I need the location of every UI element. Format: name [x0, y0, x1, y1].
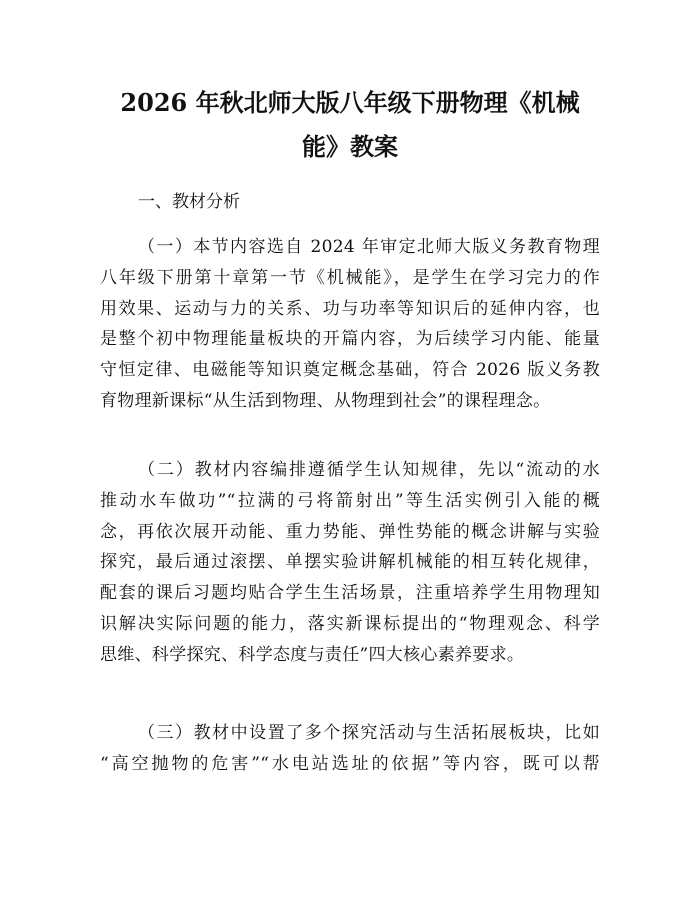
paragraph-line: 识解决实际问题的能力，落实新课标提出的“物理观念、科学 [100, 613, 600, 634]
paragraph-line: （二）教材内容编排遵循学生认知规律，先以“流动的水 [138, 460, 600, 480]
paragraph-2 [100, 455, 600, 671]
paragraph-3 [100, 718, 600, 780]
paragraph-line: 守恒定律、电磁能等知识奠定概念基础，符合 2026 版义务教 [100, 360, 600, 381]
document-title-line-2: 能》教案 [302, 132, 398, 161]
paragraph-line: 思维、科学探究、科学态度与责任”四大核心素养要求。 [100, 644, 525, 665]
paragraph-line: （三）教材中设置了多个探究活动与生活拓展板块，比如 [138, 723, 600, 743]
paragraph-line: 用效果、运动与力的关系、功与功率等知识后的延伸内容，也 [100, 298, 600, 319]
paragraph-line: 是整个初中物理能量板块的开篇内容，为后续学习内能、能量 [100, 329, 600, 350]
paragraph-line: 推动水车做功”“拉满的弓将箭射出”等生活实例引入能的概 [100, 490, 600, 511]
paragraph-line: 探究，最后通过滚摆、单摆实验讲解机械能的相互转化规律， [100, 552, 600, 573]
paragraph-1 [100, 232, 600, 417]
paragraph-line: 念，再依次展开动能、重力势能、弹性势能的概念讲解与实验 [100, 521, 600, 542]
paragraph-line: 配套的课后习题均贴合学生生活场景，注重培养学生用物理知 [100, 583, 600, 604]
paragraph-line: （一）本节内容选自 2024 年审定北师大版义务教育物理 [138, 237, 600, 257]
section-heading: 一、教材分析 [138, 192, 240, 212]
document-title-line-1: 2026 年秋北师大版八年级下册物理《机械 [120, 88, 580, 117]
paragraph-line: 八年级下册第十章第一节《机械能》，是学生在学习完力的作 [100, 267, 600, 288]
paragraph-line: 育物理新课标“从生活到物理、从物理到社会”的课程理念。 [100, 390, 551, 411]
paragraph-line: “高空抛物的危害”“水电站选址的依据”等内容，既可以帮 [100, 753, 600, 774]
